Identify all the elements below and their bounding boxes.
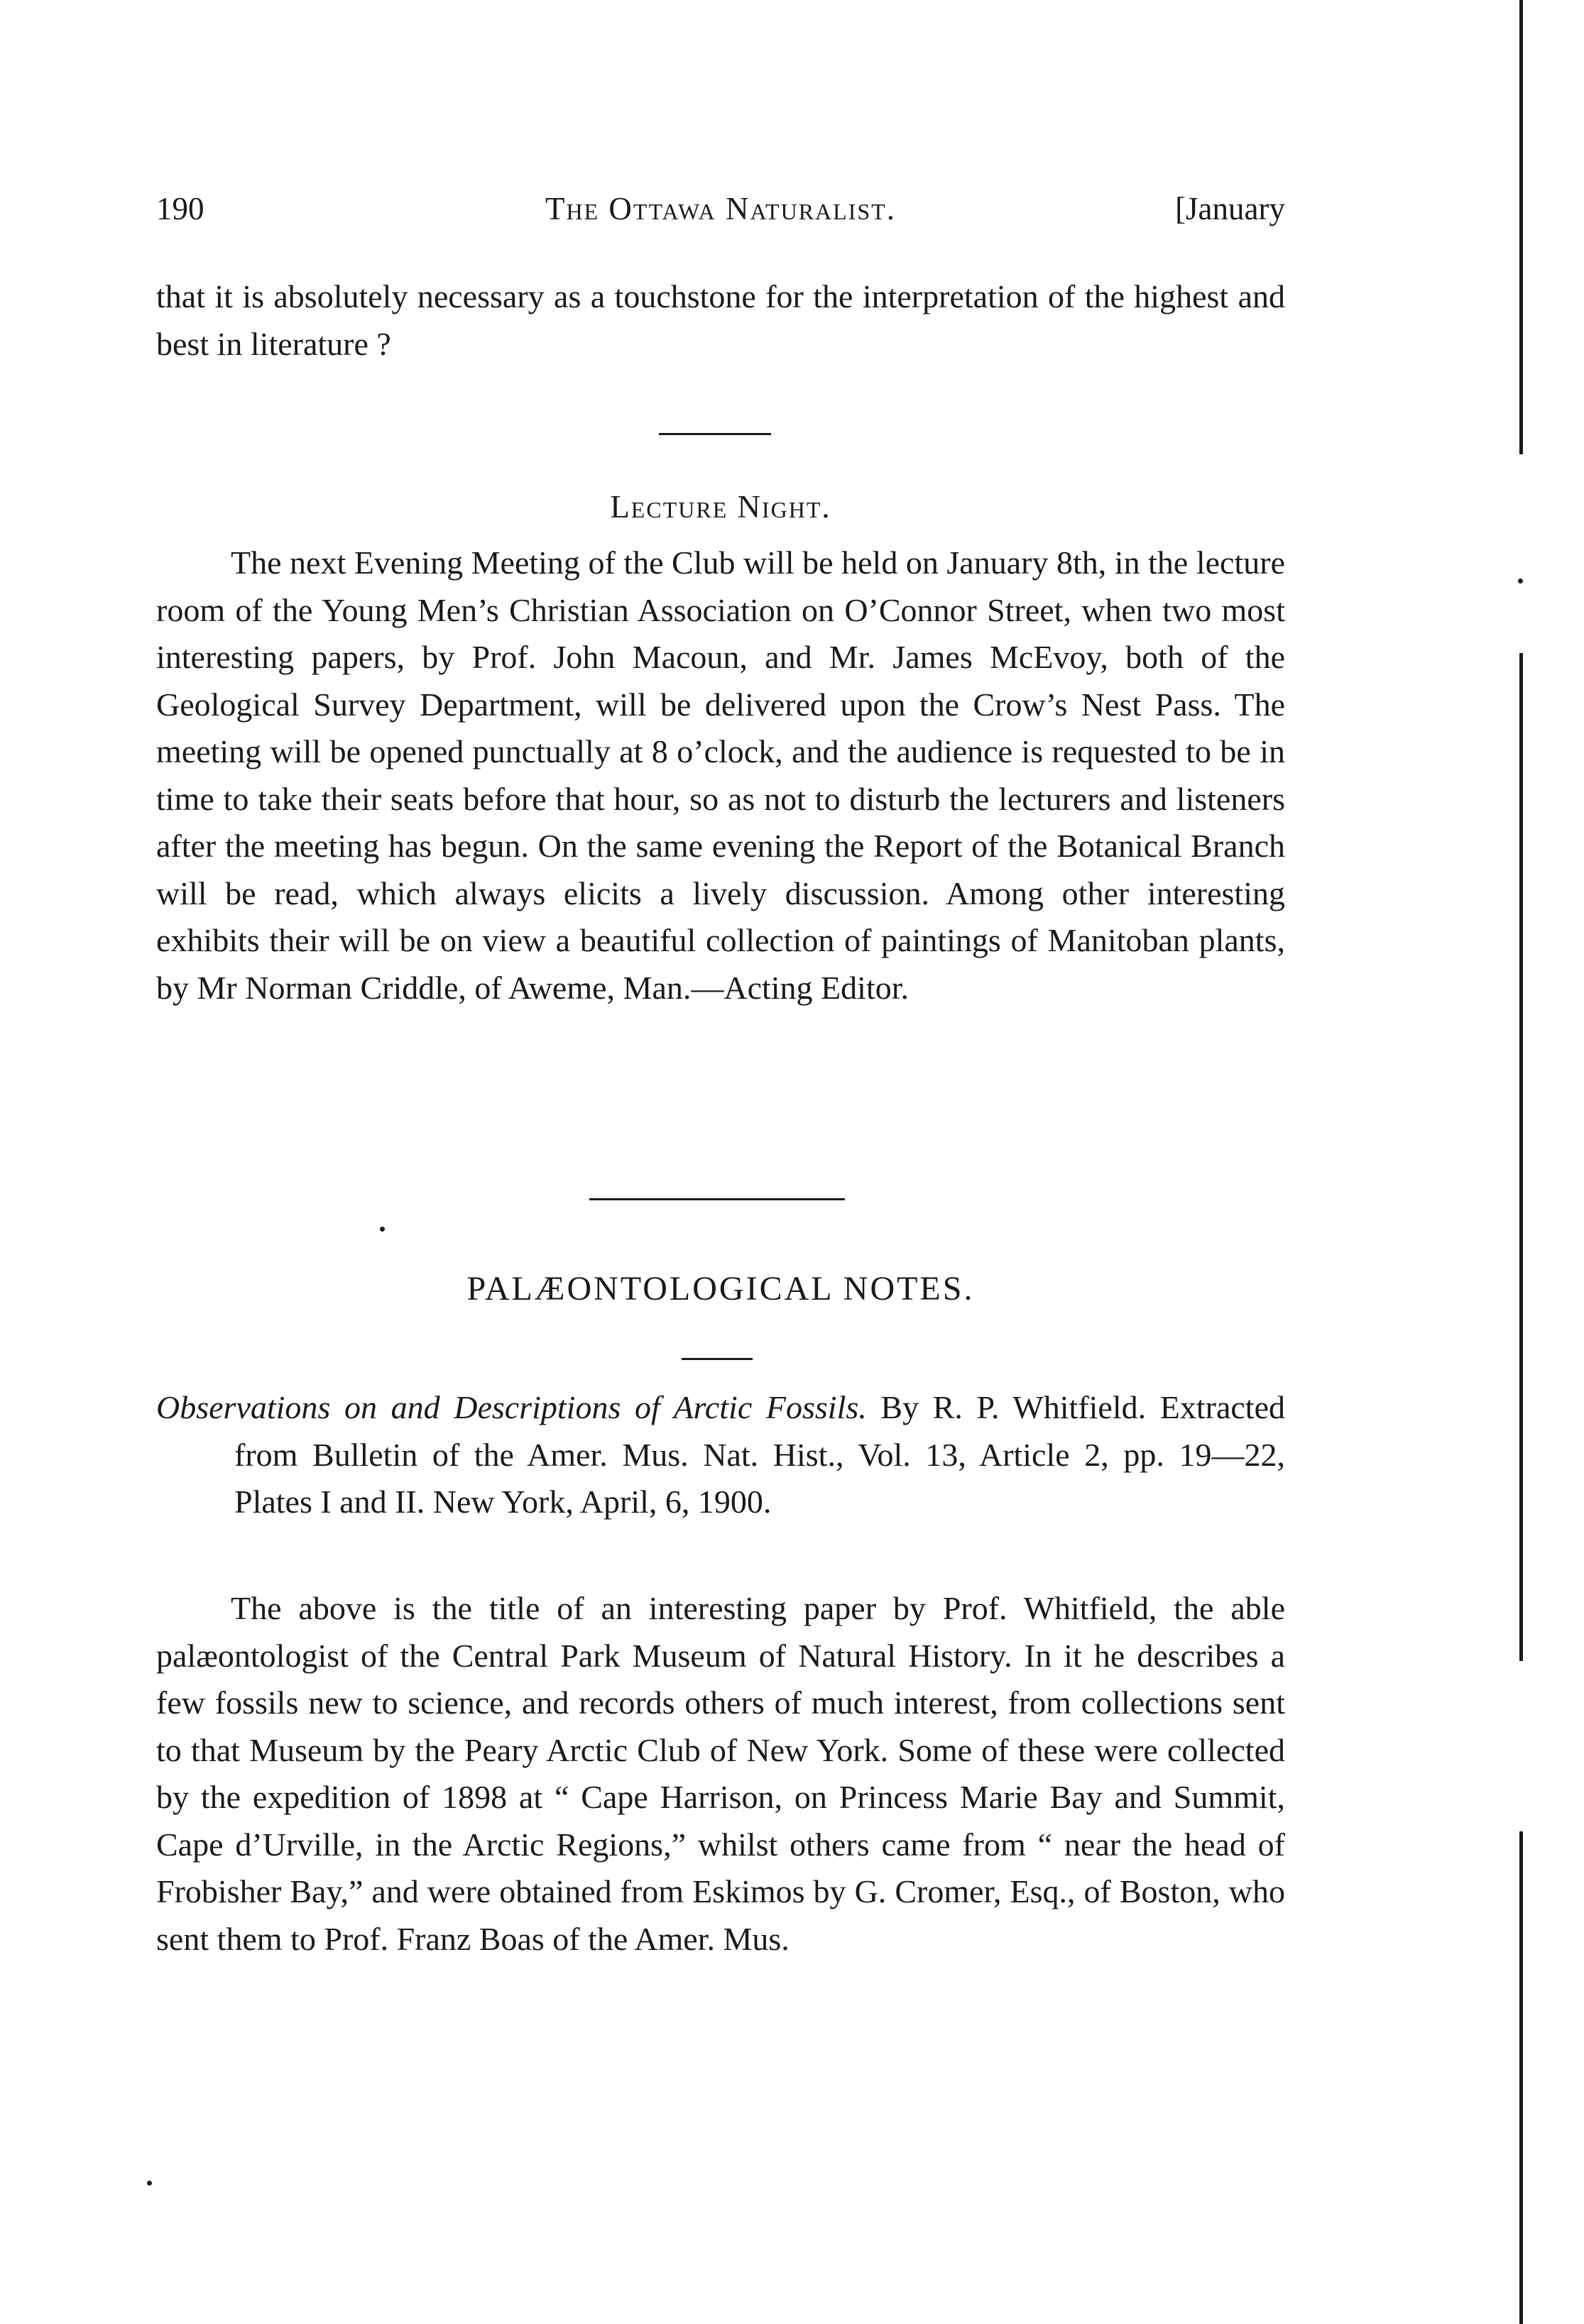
section-divider <box>659 433 771 435</box>
paleontological-notes-paragraph <box>156 1585 1285 1963</box>
citation-details: By R. P. Whitfield. Extracted from Bulletin of the Amer. Mus. Nat. Hist., Vol. 13, Article 2, pp. 19—22, Plates I and II. New York, April, 6, 1900. <box>234 1389 1285 1520</box>
citation-title: Observations on and Descriptions of Arctic Fossils. <box>156 1389 867 1425</box>
page-number: 190 <box>156 191 204 226</box>
citation-line <box>156 1384 1285 1526</box>
scan-speck <box>1518 579 1523 583</box>
running-header <box>156 190 1285 233</box>
section-divider <box>589 1198 845 1200</box>
intro-paragraph <box>156 273 1285 368</box>
scan-speck <box>147 2181 152 2186</box>
lecture-night-heading: Lecture Night. <box>610 489 831 525</box>
scan-edge-line <box>1519 1831 1523 2324</box>
issue-month: [January <box>1175 191 1285 226</box>
paleontological-notes-heading: PALÆONTOLOGICAL NOTES. <box>466 1270 975 1308</box>
lecture-night-text: The next Evening Meeting of the Club will be held on January 8th, in the lecture room of the Young Men’s Christian Association on O’Connor Street, when two most interesting papers, by Prof. John Macoun, and Mr. James McEvoy, both of the Geological Survey Department, will be delivered upon the Crow’s Nest Pass. The meeting will be opened punctually at 8 o’clock, and the audience is requested to be in time to take their seats before that hour, so as not to disturb the lecturers and listeners after the meeting has begun. On the same evening the Report of the Botanical Branch will be read, which always elicits a lively discussion. Among other interesting exhibits their will be on view a beautiful collection of paintings of Manitoban plants, by Mr Norman Criddle, of Aweme, Man.—Acting Editor. <box>156 544 1285 1006</box>
intro-text: that it is absolutely necessary as a touchstone for the interpretation of the highest and best in literature ? <box>156 278 1285 362</box>
journal-title: The Ottawa Naturalist. <box>545 191 896 226</box>
lecture-night-paragraph <box>156 539 1285 1012</box>
paleontological-notes-text: The above is the title of an interesting paper by Prof. Whitfield, the able palæontologist of the Central Park Museum of Natural History. In it he describes a few fossils new to science, and records others of much interest, from collections sent to that Museum by the Peary Arctic Club of New York. Some of these were collected by the expedition of 1898 at “ Cape Harrison, on Princess Marie Bay and Summit, Cape d’Urville, in the Arctic Regions,” whilst others came from “ near the head of Frobisher Bay,” and were obtained from Eskimos by G. Cromer, Esq., of Boston, who sent them to Prof. Franz Boas of the Amer. Mus. <box>156 1590 1285 1957</box>
section-divider <box>682 1358 753 1360</box>
scan-edge-line <box>1519 653 1523 1661</box>
scan-edge-line <box>1519 0 1523 454</box>
scan-speck <box>380 1227 385 1232</box>
citation-entry <box>156 1384 1285 1526</box>
